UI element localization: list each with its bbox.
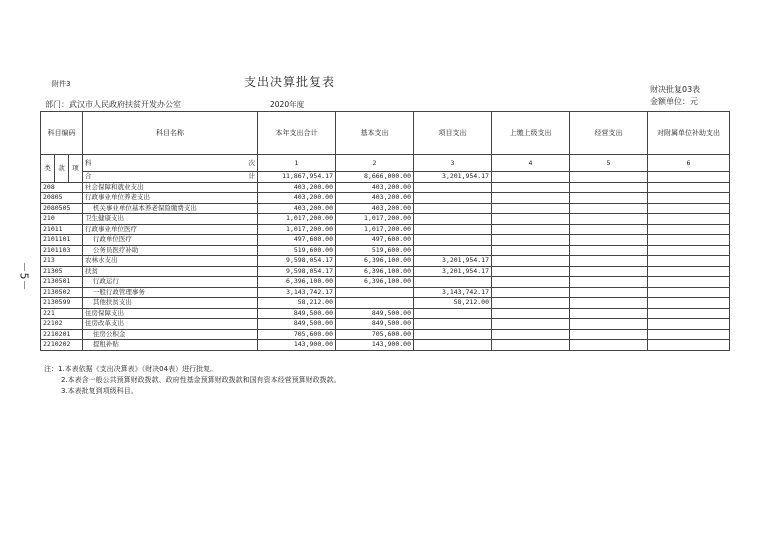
- department-label: 部门：武汉市人民政府扶贫开发办公室: [45, 100, 181, 109]
- row-project: [414, 245, 492, 256]
- table-row: [41, 287, 730, 298]
- total-turnover: [492, 172, 570, 183]
- header-project: 项目支出: [414, 112, 492, 155]
- row-subsidy: [648, 245, 730, 256]
- row-project: [414, 277, 492, 288]
- table-row: [41, 266, 730, 277]
- subject-code: 20805: [41, 193, 83, 204]
- subject-code: 21305: [41, 266, 83, 277]
- row-project: [414, 182, 492, 193]
- row-total: 705,600.00: [258, 329, 336, 340]
- row-project: [414, 308, 492, 319]
- note-1: 注：1.本表依据《支出决算表》（财决04表）进行批复。: [44, 365, 218, 373]
- subject-code: 2130502: [41, 287, 83, 298]
- row-business: [570, 308, 648, 319]
- subject-name: 提租补贴: [83, 340, 258, 351]
- row-subsidy: [648, 203, 730, 214]
- row-project: [414, 214, 492, 225]
- col-number-3: 3: [414, 155, 492, 172]
- row-total: 9,598,054.17: [258, 266, 336, 277]
- row-basic: 143,900.00: [336, 340, 414, 351]
- row-total: 849,500.00: [258, 308, 336, 319]
- row-project: [414, 319, 492, 330]
- amount-unit: 金额单位：元: [650, 97, 698, 106]
- subject-code: 2101103: [41, 245, 83, 256]
- sub-header-xiang: 项: [69, 155, 83, 183]
- row-business: [570, 224, 648, 235]
- row-subsidy: [648, 193, 730, 204]
- header-name: 科目名称: [83, 112, 258, 155]
- sub-header-row: [41, 155, 730, 172]
- subject-name: 行政运行: [83, 277, 258, 288]
- row-project: [414, 203, 492, 214]
- row-turnover: [492, 214, 570, 225]
- row-basic: 403,200.00: [336, 182, 414, 193]
- row-basic: 403,200.00: [336, 203, 414, 214]
- subject-name: 其他扶贫支出: [83, 298, 258, 309]
- row-subsidy: [648, 277, 730, 288]
- row-turnover: [492, 308, 570, 319]
- table-row: [41, 277, 730, 288]
- total-business: [570, 172, 648, 183]
- table-row: [41, 298, 730, 309]
- row-turnover: [492, 235, 570, 246]
- header-code: 科目编码: [41, 112, 83, 155]
- subject-name: 社会保障和就业支出: [83, 182, 258, 193]
- row-basic: [336, 298, 414, 309]
- form-code: 财决批复03表: [650, 85, 701, 94]
- row-basic: 849,500.00: [336, 308, 414, 319]
- row-turnover: [492, 182, 570, 193]
- row-business: [570, 245, 648, 256]
- page-title: 支出决算批复表: [244, 75, 336, 89]
- subject-code: 2101101: [41, 235, 83, 246]
- notes: [44, 364, 341, 397]
- row-basic: 1,017,200.00: [336, 214, 414, 225]
- row-subsidy: [648, 266, 730, 277]
- row-basic: 519,600.00: [336, 245, 414, 256]
- header-basic: 基本支出: [336, 112, 414, 155]
- row-total: 58,212.00: [258, 298, 336, 309]
- row-subsidy: [648, 287, 730, 298]
- row-business: [570, 329, 648, 340]
- row-turnover: [492, 340, 570, 351]
- row-total: 519,600.00: [258, 245, 336, 256]
- row-basic: 705,600.00: [336, 329, 414, 340]
- row-subsidy: [648, 298, 730, 309]
- row-turnover: [492, 193, 570, 204]
- col-number-2: 2: [336, 155, 414, 172]
- sub-header-kuan: 款: [55, 155, 69, 183]
- subject-code: 21011: [41, 224, 83, 235]
- subject-code: 2130599: [41, 298, 83, 309]
- total-row: [41, 172, 730, 183]
- subject-code: 2130501: [41, 277, 83, 288]
- subject-code: 2210202: [41, 340, 83, 351]
- row-subsidy: [648, 235, 730, 246]
- row-total: 403,200.00: [258, 193, 336, 204]
- row-subsidy: [648, 340, 730, 351]
- row-basic: [336, 287, 414, 298]
- subject-name: 公务员医疗补助: [83, 245, 258, 256]
- row-project: 3,143,742.17: [414, 287, 492, 298]
- expenditure-table: [40, 111, 730, 351]
- table-row: [41, 340, 730, 351]
- subject-name: 行政单位医疗: [83, 235, 258, 246]
- row-subsidy: [648, 329, 730, 340]
- table-row: [41, 308, 730, 319]
- row-turnover: [492, 203, 570, 214]
- total-he: 合: [85, 172, 92, 181]
- subject-name: 行政事业单位医疗: [83, 224, 258, 235]
- row-turnover: [492, 245, 570, 256]
- subject-name: 卫生健康支出: [83, 214, 258, 225]
- row-total: 6,396,100.00: [258, 277, 336, 288]
- subject-code: 221: [41, 308, 83, 319]
- row-subsidy: [648, 214, 730, 225]
- sub-header-keci: [83, 155, 258, 172]
- total-amount: 11,867,954.17: [258, 172, 336, 183]
- row-business: [570, 193, 648, 204]
- row-business: [570, 256, 648, 267]
- row-business: [570, 298, 648, 309]
- sub-header-ke: 科: [85, 158, 92, 167]
- row-project: [414, 235, 492, 246]
- row-basic: 1,017,200.00: [336, 224, 414, 235]
- row-turnover: [492, 224, 570, 235]
- row-subsidy: [648, 319, 730, 330]
- sub-header-lei: 类: [41, 155, 55, 183]
- row-total: 143,900.00: [258, 340, 336, 351]
- subject-name: 行政事业单位养老支出: [83, 193, 258, 204]
- subject-name: 住房改革支出: [83, 319, 258, 330]
- total-project: 3,201,954.17: [414, 172, 492, 183]
- col-number-6: 6: [648, 155, 730, 172]
- subject-code: 2080505: [41, 203, 83, 214]
- row-turnover: [492, 256, 570, 267]
- total-subsidy: [648, 172, 730, 183]
- row-subsidy: [648, 308, 730, 319]
- row-turnover: [492, 329, 570, 340]
- table-row: [41, 182, 730, 193]
- header-turnover: 上缴上级支出: [492, 112, 570, 155]
- subject-code: 210: [41, 214, 83, 225]
- row-business: [570, 235, 648, 246]
- subject-code: 22102: [41, 319, 83, 330]
- row-basic: 6,396,100.00: [336, 277, 414, 288]
- row-turnover: [492, 287, 570, 298]
- page-number: －5－: [17, 261, 31, 291]
- row-project: 58,212.00: [414, 298, 492, 309]
- row-business: [570, 319, 648, 330]
- row-basic: 6,396,100.00: [336, 266, 414, 277]
- col-number-1: 1: [258, 155, 336, 172]
- col-number-5: 5: [570, 155, 648, 172]
- row-business: [570, 340, 648, 351]
- row-total: 497,600.00: [258, 235, 336, 246]
- row-turnover: [492, 298, 570, 309]
- attachment-label: 附件3: [52, 80, 71, 88]
- row-total: 3,143,742.17: [258, 287, 336, 298]
- subject-name: 住房公积金: [83, 329, 258, 340]
- total-label: [83, 172, 258, 183]
- row-project: 3,201,954.17: [414, 256, 492, 267]
- subject-code: 208: [41, 182, 83, 193]
- row-turnover: [492, 277, 570, 288]
- row-project: [414, 340, 492, 351]
- table-row: [41, 329, 730, 340]
- row-turnover: [492, 319, 570, 330]
- row-total: 403,200.00: [258, 182, 336, 193]
- row-project: [414, 329, 492, 340]
- table-row: [41, 235, 730, 246]
- note-2: 2.本表含一般公共预算财政拨款、政府性基金预算财政拨款和国有资本经营预算财政拨款。: [61, 376, 341, 384]
- row-turnover: [492, 266, 570, 277]
- subject-name: 农林水支出: [83, 256, 258, 267]
- note-3: 3.本表批复到项级科目。: [61, 387, 138, 395]
- row-total: 849,500.00: [258, 319, 336, 330]
- row-basic: 6,396,100.00: [336, 256, 414, 267]
- row-basic: 849,500.00: [336, 319, 414, 330]
- table-row: [41, 224, 730, 235]
- subject-name: 住房保障支出: [83, 308, 258, 319]
- subject-name: 机关事业单位基本养老保险缴费支出: [83, 203, 258, 214]
- row-project: 3,201,954.17: [414, 266, 492, 277]
- table-row: [41, 256, 730, 267]
- row-basic: 403,200.00: [336, 193, 414, 204]
- subject-name: 扶贫: [83, 266, 258, 277]
- subject-name: 一般行政管理事务: [83, 287, 258, 298]
- row-business: [570, 214, 648, 225]
- row-total: 9,598,054.17: [258, 256, 336, 267]
- row-total: 403,200.00: [258, 203, 336, 214]
- table-row: [41, 245, 730, 256]
- row-business: [570, 203, 648, 214]
- row-total: 1,017,200.00: [258, 224, 336, 235]
- table-row: [41, 203, 730, 214]
- row-business: [570, 277, 648, 288]
- table-row: [41, 319, 730, 330]
- row-subsidy: [648, 224, 730, 235]
- sub-header-ci: 次: [248, 158, 255, 167]
- subject-code: 2210201: [41, 329, 83, 340]
- fiscal-year: 2020年度: [270, 100, 305, 109]
- row-subsidy: [648, 182, 730, 193]
- header-business: 经营支出: [570, 112, 648, 155]
- header-total: 本年支出合计: [258, 112, 336, 155]
- table-row: [41, 193, 730, 204]
- row-basic: 497,600.00: [336, 235, 414, 246]
- subject-code: 213: [41, 256, 83, 267]
- total-ji: 计: [248, 172, 255, 181]
- total-basic: 8,666,000.00: [336, 172, 414, 183]
- row-subsidy: [648, 256, 730, 267]
- header-subsidy: 对附属单位补助支出: [648, 112, 730, 155]
- row-total: 1,017,200.00: [258, 214, 336, 225]
- row-business: [570, 266, 648, 277]
- header-row: [41, 112, 730, 155]
- row-project: [414, 193, 492, 204]
- row-business: [570, 182, 648, 193]
- table-row: [41, 214, 730, 225]
- row-project: [414, 224, 492, 235]
- col-number-4: 4: [492, 155, 570, 172]
- row-business: [570, 287, 648, 298]
